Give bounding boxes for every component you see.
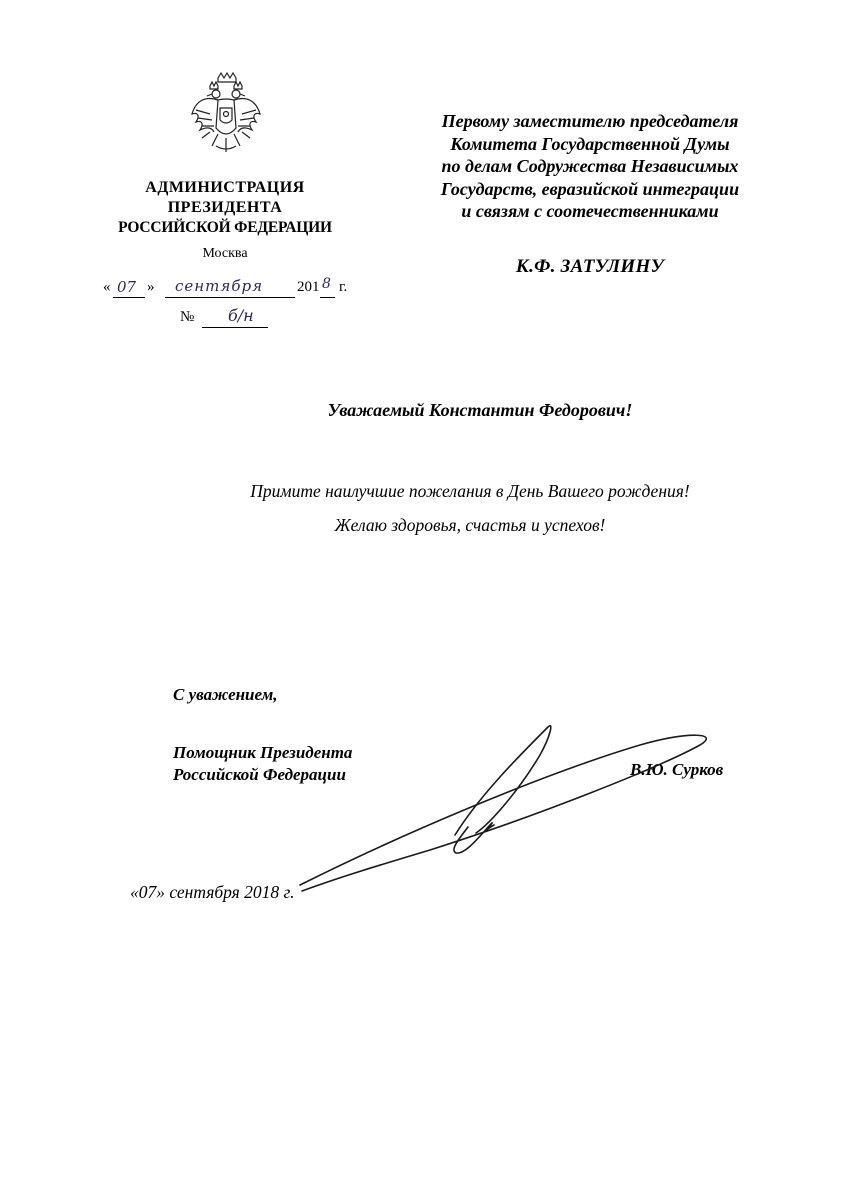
addressee-name: К.Ф. ЗАТУЛИНУ: [515, 256, 665, 277]
date-month-handwritten: сентября: [175, 277, 264, 295]
addressee-block: [385, 110, 795, 223]
addressee-line-4: Государств, евразийской интеграции: [440, 178, 740, 199]
year-prefix: 201: [297, 279, 320, 295]
year-suffix-handwritten: 8: [322, 276, 331, 292]
body-line-1: Примите наилучшие пожелания в День Вашего рождения!: [250, 481, 690, 501]
registration-number-line: [180, 308, 280, 332]
date-day-handwritten: 07: [117, 278, 137, 296]
org-line-2: ПРЕЗИДЕНТА: [167, 199, 283, 216]
russian-coat-of-arms-icon: [188, 70, 264, 160]
date-close-quote: »: [147, 279, 155, 295]
city-label: Москва: [202, 246, 248, 261]
addressee-line-2: Комитета Государственной Думы: [450, 133, 730, 154]
salutation: Уважаемый Константин Федорович!: [327, 400, 633, 420]
number-underline: [202, 327, 268, 328]
signer-name: В.Ю. Сурков: [630, 760, 724, 779]
org-line-3: РОССИЙСКОЙ ФЕДЕРАЦИИ: [118, 219, 332, 236]
number-label: №: [180, 309, 195, 325]
addressee-line-5: и связям с соотечественниками: [461, 201, 719, 221]
number-value-handwritten: б/н: [228, 306, 254, 325]
addressee-line-3: по делам Содружества Независимых: [441, 156, 739, 176]
signature-date: «07» сентября 2018 г.: [130, 882, 295, 902]
addressee-line-1: Первому заместителю председателя: [441, 111, 739, 131]
registration-date-line: [103, 278, 363, 302]
year-underline: [320, 297, 335, 298]
position-line-2: Российской Федерации: [173, 765, 346, 784]
handwritten-signature: [280, 715, 740, 910]
body-line-2: Желаю здоровья, счастья и успехов!: [334, 515, 606, 535]
org-line-1: АДМИНИСТРАЦИЯ: [145, 179, 305, 196]
date-open-quote: «: [103, 279, 111, 295]
day-underline: [113, 297, 145, 298]
year-unit: г.: [339, 279, 348, 295]
closing-phrase: С уважением,: [173, 685, 278, 704]
month-underline: [165, 297, 295, 298]
organization-name: [95, 178, 355, 238]
position-line-1: Помощник Президента: [173, 743, 353, 762]
